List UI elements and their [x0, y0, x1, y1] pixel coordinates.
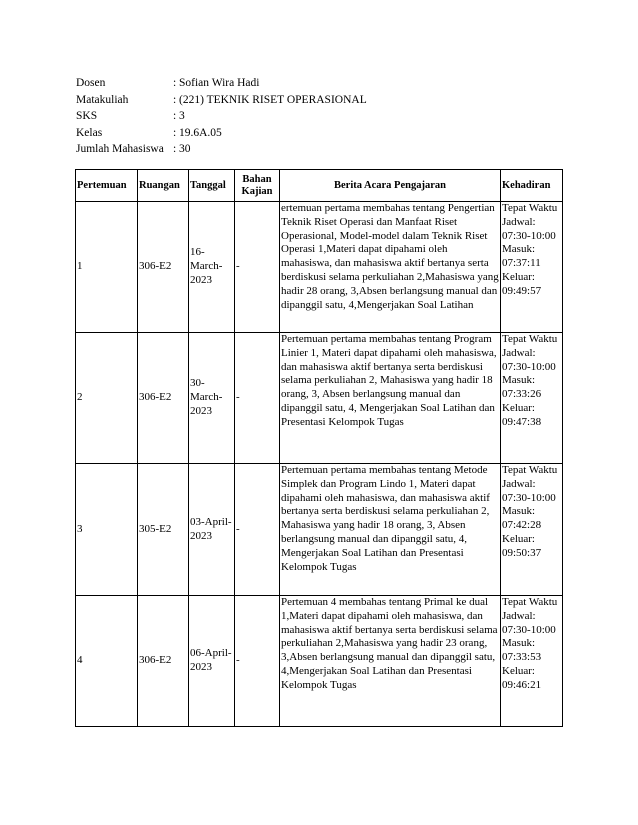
info-row-matakuliah	[76, 92, 367, 109]
jumlah-mahasiswa-value: 30	[179, 143, 191, 155]
info-separator: :	[173, 143, 177, 155]
dosen-label: Dosen	[76, 77, 106, 89]
cell-ruangan: 306-E2	[138, 202, 189, 333]
cell-ruangan: 306-E2	[138, 596, 189, 727]
info-row-sks	[76, 108, 367, 125]
cell-tanggal: 30-March-2023	[189, 333, 235, 464]
table-row	[76, 333, 563, 464]
cell-kehadiran: Tepat Waktu Jadwal: 07:30-10:00 Masuk: 07:33:53 Keluar: 09:46:21	[501, 596, 563, 727]
cell-tanggal: 03-April-2023	[189, 464, 235, 596]
info-row-kelas	[76, 125, 367, 142]
cell-ruangan: 306-E2	[138, 333, 189, 464]
header-tanggal: Tanggal	[189, 170, 235, 202]
cell-bahan-kajian: -	[235, 333, 280, 464]
cell-pertemuan: 1	[76, 202, 138, 333]
dosen-value: Sofian Wira Hadi	[179, 77, 260, 89]
cell-berita-acara: Pertemuan 4 membahas tentang Primal ke dual 1,Materi dapat dipahami oleh mahasiswa, dan mahasiswa aktif bertanya serta berdiskusi selama perkuliahan 2,Mahasiswa yang hadir 23 orang, 3,Absen berlangsung manual dan dipanggil satu, 4,Mengerjakan Soal Latihan dan Presentasi Kelompok Tugas	[280, 596, 501, 727]
cell-berita-acara: ertemuan pertama membahas tentang Pengertian Teknik Riset Operasi dan Manfaat Riset Operasional, Model-model dalam Teknik Riset Operasi 1,Materi dapat dipahami oleh mahasiswa, dan mahasiswa aktif bertanya serta berdiskusi selama perkuliahan 2,Mahasiswa yang hadir 28 orang, 3,Absen berlangsung manual dan dipanggil satu, 4,Mengerjakan Soal Latihan	[280, 202, 501, 333]
info-separator: :	[173, 93, 177, 106]
info-separator: :	[173, 77, 177, 89]
info-row-jumlah-mahasiswa	[76, 141, 367, 158]
attendance-table	[75, 169, 563, 727]
kelas-value: 19.6A.05	[179, 126, 222, 139]
table-row	[76, 596, 563, 727]
cell-bahan-kajian: -	[235, 596, 280, 727]
cell-ruangan: 305-E2	[138, 464, 189, 596]
info-separator: :	[173, 126, 177, 139]
header-pertemuan: Pertemuan	[76, 170, 138, 202]
header-berita-acara: Berita Acara Pengajaran	[280, 170, 501, 202]
info-separator: :	[173, 110, 177, 122]
sks-value: 3	[179, 110, 185, 122]
cell-kehadiran: Tepat Waktu Jadwal: 07:30-10:00 Masuk: 07:33:26 Keluar: 09:47:38	[501, 333, 563, 464]
cell-tanggal: 06-April-2023	[189, 596, 235, 727]
cell-tanggal: 16-March-2023	[189, 202, 235, 333]
header-ruangan: Ruangan	[138, 170, 189, 202]
info-row-dosen	[76, 75, 367, 92]
cell-bahan-kajian: -	[235, 202, 280, 333]
cell-berita-acara: Pertemuan pertama membahas tentang Metode Simplek dan Program Lindo 1, Materi dapat dipahami oleh mahasiswa, dan mahasiswa aktif bertanya serta berdiskusi selama perkuliahan 2, Mahasiswa yang hadir 18 orang, 3, Absen berlangsung manual dan dipanggil satu, 4, Mengerjakan Soal Latihan dan Presentasi Kelompok Tugas	[280, 464, 501, 596]
header-bahan-kajian: Bahan Kajian	[235, 170, 280, 202]
table-header-row	[76, 170, 563, 202]
header-kehadiran: Kehadiran	[501, 170, 563, 202]
cell-kehadiran: Tepat Waktu Jadwal: 07:30-10:00 Masuk: 07:42:28 Keluar: 09:50:37	[501, 464, 563, 596]
table-row	[76, 464, 563, 596]
cell-pertemuan: 3	[76, 464, 138, 596]
matakuliah-label: Matakuliah	[76, 93, 129, 106]
kelas-label: Kelas	[76, 126, 103, 139]
cell-pertemuan: 2	[76, 333, 138, 464]
jumlah-mahasiswa-label: Jumlah Mahasiswa	[76, 143, 164, 155]
cell-bahan-kajian: -	[235, 464, 280, 596]
cell-berita-acara: Pertemuan pertama membahas tentang Program Linier 1, Materi dapat dipahami oleh mahasiswa, dan mahasiswa aktif bertanya serta berdiskusi selama perkuliahan 2, Mahasiswa yang hadir 18 orang, 3, Absen berlangsung manual dan dipanggil satu, 4, Mengerjakan Soal Latihan dan Presentasi Kelompok Tugas	[280, 333, 501, 464]
cell-kehadiran: Tepat Waktu Jadwal: 07:30-10:00 Masuk: 07:37:11 Keluar: 09:49:57	[501, 202, 563, 333]
table-row	[76, 202, 563, 333]
matakuliah-value: (221) TEKNIK RISET OPERASIONAL	[179, 93, 367, 106]
course-info	[76, 75, 367, 158]
cell-pertemuan: 4	[76, 596, 138, 727]
sks-label: SKS	[76, 110, 98, 122]
